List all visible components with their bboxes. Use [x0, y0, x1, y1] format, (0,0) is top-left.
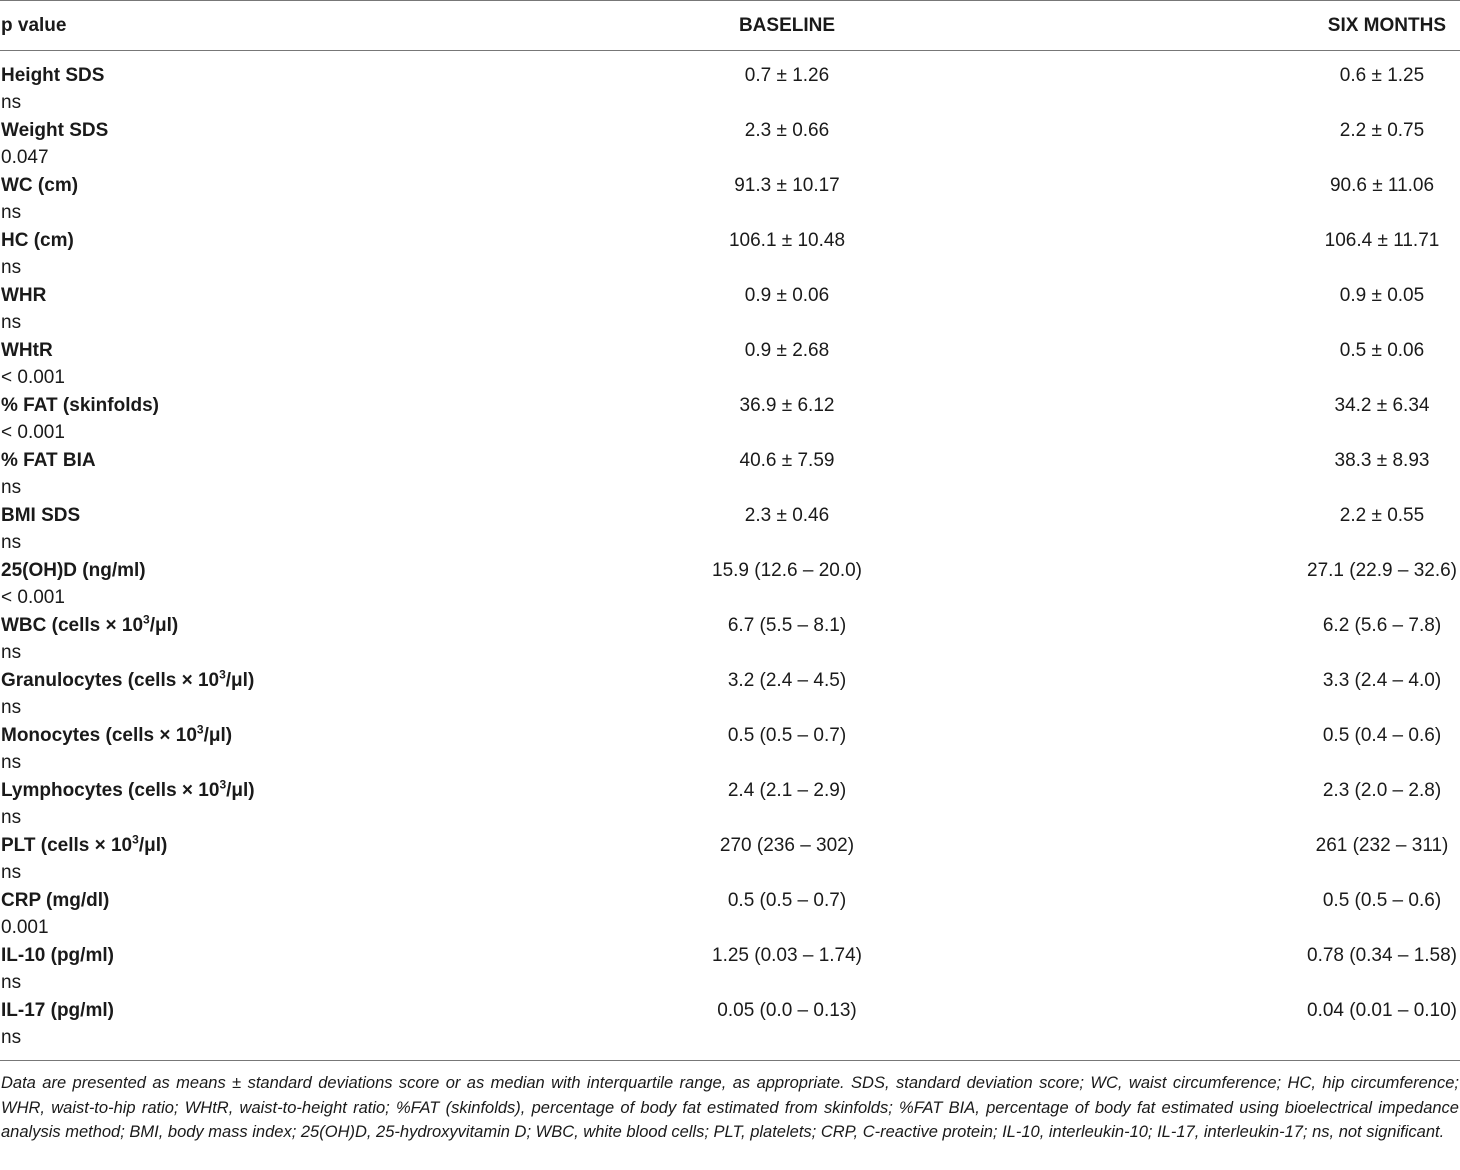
row-p-value: ns — [1, 477, 22, 498]
parameter-label: HC (cm) — [1, 230, 74, 251]
row-six-months-value: 38.3 ± 8.93 — [1334, 450, 1430, 471]
row-parameter — [1, 450, 96, 472]
parameter-label: Weight SDS — [1, 120, 109, 141]
row-baseline-value: 2.3 ± 0.66 — [744, 120, 830, 141]
row-p-value: < 0.001 — [1, 587, 65, 608]
row-p-value: < 0.001 — [1, 367, 65, 388]
row-six-months-value: 0.5 ± 0.06 — [1339, 340, 1425, 361]
header-rule — [0, 50, 1460, 51]
table-row — [0, 440, 1460, 498]
row-parameter — [1, 612, 179, 637]
row-p-value: ns — [1, 642, 22, 663]
table-bottom-rule — [0, 1060, 1460, 1061]
parameter-label: WHR — [1, 285, 47, 306]
row-p-value: ns — [1, 752, 22, 773]
row-baseline-value: 106.1 ± 10.48 — [728, 230, 846, 251]
row-baseline-value: 6.7 (5.5 – 8.1) — [727, 615, 847, 636]
row-parameter — [1, 832, 168, 857]
table-footnote: Data are presented as means ± standard deviations score or as median with interquartile range, as appropriate. SDS, standard deviation score; WC, waist circumference; HC, hip circumference; WHR, waist-to-hip ratio; WHtR, waist-to-height ratio; %FAT (skinfolds), percentage of body fat estimated from skinfolds; %FAT BIA, percentage of body fat estimated using bioelectrical impedance analysis method; BMI, body mass index; 25(OH)D, 25-hydroxyvitamin D; WBC, white blood cells; PLT, platelets; CRP, C-reactive protein; IL-10, interleukin-10; IL-17, interleukin-17; ns, not significant. — [1, 1074, 1459, 1141]
table-row — [0, 385, 1460, 443]
row-parameter — [1, 505, 80, 527]
parameter-label: BMI SDS — [1, 505, 81, 526]
table-row — [0, 495, 1460, 553]
row-six-months-value: 34.2 ± 6.34 — [1334, 395, 1430, 416]
parameter-label: IL-17 (pg/ml) — [1, 1000, 114, 1021]
row-p-value: 0.001 — [1, 917, 49, 938]
table-row — [0, 880, 1460, 938]
row-baseline-value: 40.6 ± 7.59 — [739, 450, 835, 471]
parameter-label: Height SDS — [1, 65, 105, 86]
parameter-label: IL-10 (pg/ml) — [1, 945, 114, 966]
row-parameter — [1, 667, 255, 692]
parameter-label: % FAT BIA — [1, 450, 96, 471]
row-parameter — [1, 890, 109, 912]
row-baseline-value: 0.05 (0.0 – 0.13) — [717, 1000, 857, 1021]
row-p-value: 0.047 — [1, 147, 49, 168]
table-row — [0, 220, 1460, 278]
parameter-unit-suffix: /μl) — [203, 725, 233, 746]
row-baseline-value: 0.5 (0.5 – 0.7) — [727, 725, 847, 746]
parameter-label: % FAT (skinfolds) — [1, 395, 159, 416]
row-baseline-value: 91.3 ± 10.17 — [734, 175, 840, 196]
parameter-unit-suffix: /μl) — [225, 670, 255, 691]
row-parameter — [1, 722, 233, 747]
table-row — [0, 825, 1460, 883]
header-baseline: BASELINE — [738, 15, 836, 36]
table-top-rule — [0, 0, 1460, 1]
parameter-exponent: 3 — [143, 612, 150, 627]
row-parameter — [1, 945, 114, 967]
row-six-months-value: 0.9 ± 0.05 — [1339, 285, 1425, 306]
row-baseline-value: 2.3 ± 0.46 — [744, 505, 830, 526]
row-six-months-value: 2.2 ± 0.55 — [1339, 505, 1425, 526]
table-row — [0, 275, 1460, 333]
parameter-label: PLT (cells × 10 — [1, 835, 133, 856]
table-row — [0, 660, 1460, 718]
row-six-months-value: 0.6 ± 1.25 — [1339, 65, 1425, 86]
table-row — [0, 110, 1460, 168]
row-p-value: ns — [1, 202, 22, 223]
row-parameter — [1, 285, 46, 307]
row-parameter — [1, 777, 255, 802]
parameter-unit-suffix: /μl) — [149, 615, 179, 636]
parameter-exponent: 3 — [219, 667, 226, 682]
row-p-value: ns — [1, 257, 22, 278]
row-baseline-value: 15.9 (12.6 – 20.0) — [712, 560, 862, 581]
row-parameter — [1, 120, 108, 142]
table-row — [0, 55, 1460, 113]
table-row — [0, 715, 1460, 773]
row-baseline-value: 3.2 (2.4 – 4.5) — [727, 670, 847, 691]
row-six-months-value: 27.1 (22.9 – 32.6) — [1307, 560, 1457, 581]
row-p-value: ns — [1, 532, 22, 553]
parameter-label: Granulocytes (cells × 10 — [1, 670, 220, 691]
row-six-months-value: 0.5 (0.4 – 0.6) — [1322, 725, 1442, 746]
row-baseline-value: 0.5 (0.5 – 0.7) — [727, 890, 847, 911]
row-six-months-value: 0.04 (0.01 – 0.10) — [1307, 1000, 1457, 1021]
table-row — [0, 935, 1460, 993]
row-baseline-value: 270 (236 – 302) — [719, 835, 855, 856]
row-p-value: < 0.001 — [1, 422, 65, 443]
row-six-months-value: 0.78 (0.34 – 1.58) — [1307, 945, 1457, 966]
row-six-months-value: 3.3 (2.4 – 4.0) — [1322, 670, 1442, 691]
parameter-label: WHtR — [1, 340, 53, 361]
row-baseline-value: 2.4 (2.1 – 2.9) — [727, 780, 847, 801]
row-p-value: ns — [1, 697, 22, 718]
row-baseline-value: 36.9 ± 6.12 — [739, 395, 835, 416]
row-parameter — [1, 340, 53, 362]
row-six-months-value: 261 (232 – 311) — [1315, 835, 1449, 856]
row-baseline-value: 0.7 ± 1.26 — [744, 65, 830, 86]
parameter-exponent: 3 — [196, 722, 204, 737]
parameter-exponent: 3 — [132, 832, 139, 847]
row-p-value: ns — [1, 807, 22, 828]
row-parameter — [1, 395, 159, 417]
row-six-months-value: 0.5 (0.5 – 0.6) — [1322, 890, 1442, 911]
table-row — [0, 330, 1460, 388]
table-body — [0, 55, 1460, 1048]
header-six-months: SIX MONTHS — [1327, 15, 1446, 36]
row-parameter — [1, 65, 104, 87]
row-six-months-value: 6.2 (5.6 – 7.8) — [1322, 615, 1442, 636]
row-baseline-value: 1.25 (0.03 – 1.74) — [712, 945, 862, 966]
row-p-value: ns — [1, 92, 22, 113]
parameter-unit-suffix: /μl) — [138, 835, 168, 856]
row-p-value: ns — [1, 1027, 22, 1048]
row-six-months-value: 2.3 (2.0 – 2.8) — [1322, 780, 1442, 801]
header-p-value: p value — [1, 15, 67, 36]
parameter-label: WBC (cells × 10 — [1, 615, 144, 636]
row-baseline-value: 0.9 ± 0.06 — [744, 285, 830, 306]
row-p-value: ns — [1, 862, 22, 883]
table-row — [0, 605, 1460, 663]
row-six-months-value: 2.2 ± 0.75 — [1339, 120, 1425, 141]
parameter-unit-suffix: /μl) — [226, 780, 255, 801]
parameter-exponent: 3 — [219, 777, 227, 792]
row-parameter — [1, 175, 78, 197]
row-six-months-value: 106.4 ± 11.71 — [1324, 230, 1440, 251]
row-p-value: ns — [1, 972, 22, 993]
parameter-label: 25(OH)D (ng/ml) — [1, 560, 146, 581]
table-row — [0, 550, 1460, 608]
row-baseline-value: 0.9 ± 2.68 — [744, 340, 830, 361]
table-row — [0, 165, 1460, 223]
row-parameter — [1, 560, 146, 582]
row-parameter — [1, 1000, 114, 1022]
row-p-value: ns — [1, 312, 22, 333]
parameter-label: CRP (mg/dl) — [1, 890, 110, 911]
parameter-label: Monocytes (cells × 10 — [1, 725, 197, 746]
parameter-label: WC (cm) — [1, 175, 79, 196]
row-parameter — [1, 230, 74, 252]
row-six-months-value: 90.6 ± 11.06 — [1329, 175, 1435, 196]
parameter-label: Lymphocytes (cells × 10 — [1, 780, 220, 801]
table-row — [0, 770, 1460, 828]
table-row — [0, 990, 1460, 1048]
